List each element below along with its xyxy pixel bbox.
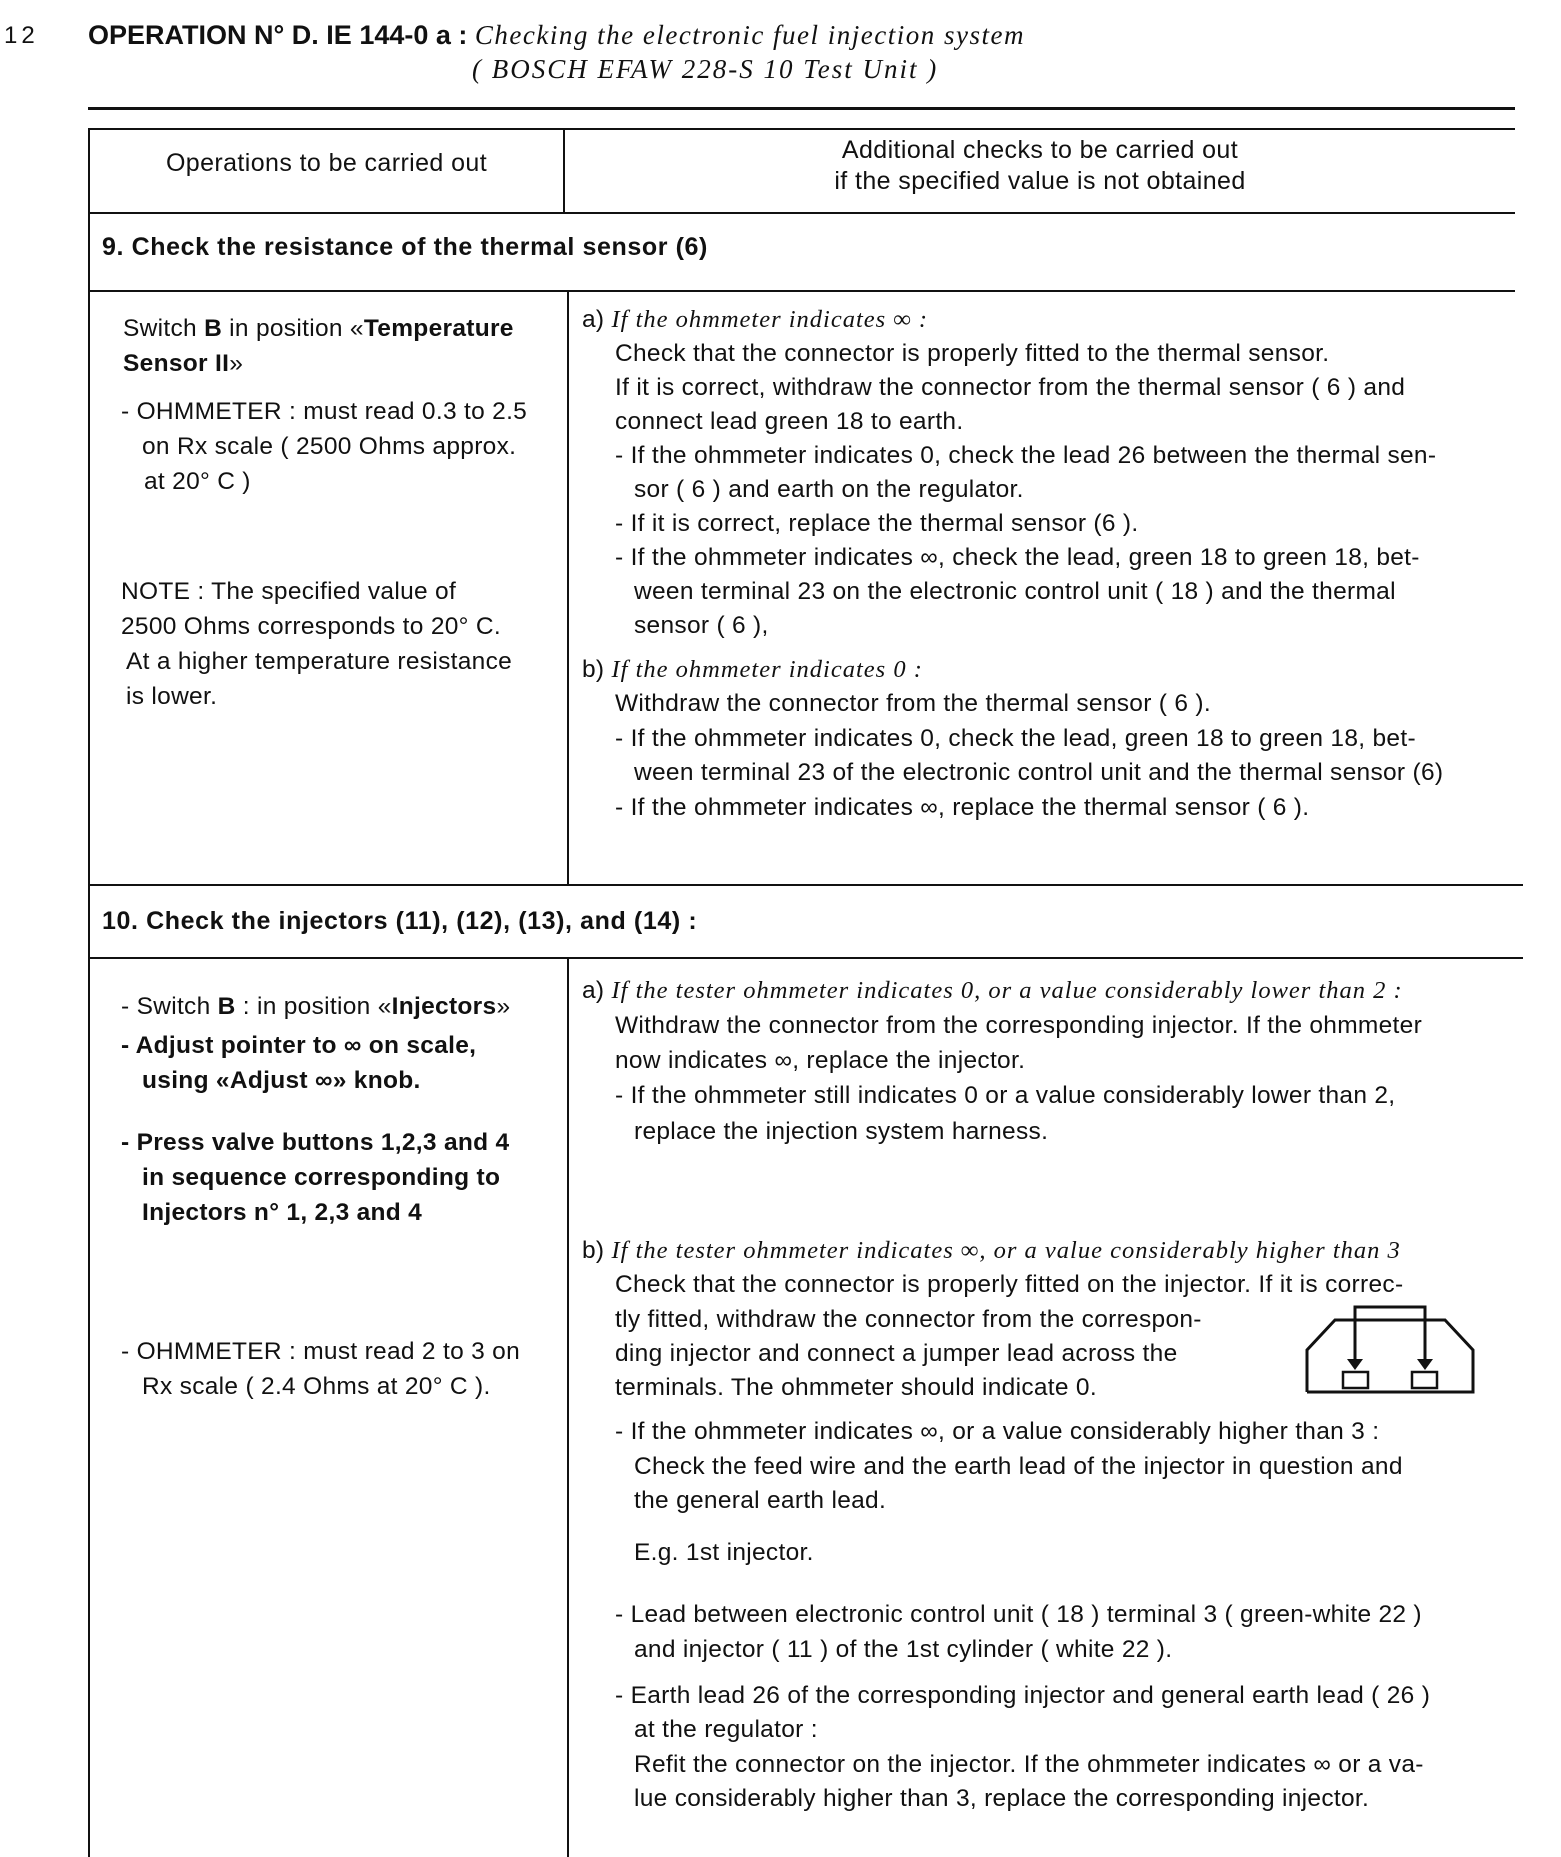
s9-r8: ween terminal 23 on the electronic control unit ( 18 ) and the thermal [634, 578, 1396, 605]
terminal-right [1412, 1372, 1437, 1388]
s10-a2: now indicates ∞, replace the injector. [615, 1047, 1026, 1074]
connector-jumper-diagram [1305, 1304, 1475, 1396]
s10-b13: Refit the connector on the injector. If the ohmmeter indicates ∞ or a va- [634, 1751, 1424, 1778]
operation-subtitle: ( BOSCH EFAW 228-S 10 Test Unit ) [472, 54, 939, 84]
s9-r6: - If it is correct, replace the thermal sensor (6 ). [615, 510, 1139, 537]
s10-press-line2: in sequence corresponding to [142, 1164, 501, 1191]
s9-r7: - If the ohmmeter indicates ∞, check the lead, green 18 to green 18, bet- [615, 544, 1420, 571]
section9-bottom-border [88, 884, 1523, 886]
jumper-arrow-right [1417, 1359, 1433, 1370]
header-additional-line2: if the specified value is not obtained [834, 167, 1246, 195]
s9-switch-line1: Switch B in position «Temperature [123, 315, 514, 342]
s10-b2: tly fitted, withdraw the connector from the correspon- [615, 1306, 1202, 1333]
s10-a3: - If the ohmmeter still indicates 0 or a value considerably lower than 2, [615, 1082, 1396, 1109]
section9-title-border [88, 290, 1515, 292]
s10-b9: - Lead between electronic control unit ( 18 ) terminal 3 ( green-white 22 ) [615, 1601, 1422, 1628]
s9-r11: - If the ohmmeter indicates 0, check the lead, green 18 to green 18, bet- [615, 725, 1416, 752]
section10-title-border [88, 957, 1523, 959]
s10-ohmmeter-line1: - OHMMETER : must read 2 to 3 on [121, 1338, 520, 1365]
section9-column-divider [567, 290, 569, 884]
jumper-arrow-left [1347, 1359, 1363, 1370]
table-top-border [88, 128, 1515, 130]
s10-b6: Check the feed wire and the earth lead of the injector in question and [634, 1453, 1403, 1480]
s10-b1: Check that the connector is properly fitted on the injector. If it is correc- [615, 1271, 1404, 1298]
s9-r4: - If the ohmmeter indicates 0, check the lead 26 between the thermal sen- [615, 442, 1437, 469]
section9-title: 9. Check the resistance of the thermal sensor (6) [102, 233, 708, 261]
top-rule [88, 107, 1515, 110]
operation-title [88, 20, 1025, 51]
s9-r1: Check that the connector is properly fitted to the thermal sensor. [615, 340, 1330, 367]
s9-r3: connect lead green 18 to earth. [615, 408, 964, 435]
header-additional-line1: Additional checks to be carried out [841, 136, 1239, 164]
s10-b12: at the regulator : [634, 1716, 818, 1743]
s9-switch-line2: Sensor II» [123, 350, 244, 377]
terminal-left [1343, 1372, 1368, 1388]
s10-b4: terminals. The ohmmeter should indicate 0. [615, 1374, 1097, 1401]
s10-b10: and injector ( 11 ) of the 1st cylinder ( white 22 ). [634, 1636, 1173, 1663]
s9-note-line4: is lower. [126, 683, 218, 710]
section10-column-divider [567, 957, 569, 1857]
s10-b11: - Earth lead 26 of the corresponding injector and general earth lead ( 26 ) [615, 1682, 1431, 1709]
s9-case-b-heading: b) If the ohmmeter indicates 0 : [582, 656, 923, 683]
s9-ohmmeter-line1: - OHMMETER : must read 0.3 to 2.5 [121, 398, 528, 425]
s10-switch-line: - Switch B : in position «Injectors» [121, 993, 511, 1020]
table-left-border [88, 128, 90, 1857]
s10-b7: the general earth lead. [634, 1487, 887, 1514]
s10-b3: ding injector and connect a jumper lead across the [615, 1340, 1178, 1367]
s10-a1: Withdraw the connector from the corresponding injector. If the ohmmeter [615, 1012, 1423, 1039]
s10-adjust-line1: - Adjust pointer to ∞ on scale, [121, 1032, 477, 1059]
s10-case-a-heading: a) If the tester ohmmeter indicates 0, or a value considerably lower than 2 : [582, 977, 1403, 1004]
s10-case-b-heading: b) If the tester ohmmeter indicates ∞, or a value considerably higher than 3 [582, 1237, 1401, 1264]
jumper-lead [1355, 1307, 1425, 1367]
s9-r12: ween terminal 23 of the electronic control unit and the thermal sensor (6) [634, 759, 1444, 786]
s9-ohmmeter-line2: on Rx scale ( 2500 Ohms approx. [142, 433, 517, 460]
s9-r10: Withdraw the connector from the thermal sensor ( 6 ). [615, 690, 1211, 717]
s10-press-line3: Injectors n° 1, 2,3 and 4 [142, 1199, 423, 1226]
s9-r9: sensor ( 6 ), [634, 612, 769, 639]
connector-outline [1307, 1320, 1473, 1392]
s10-adjust-line2: using «Adjust ∞» knob. [142, 1067, 421, 1094]
s9-r2: If it is correct, withdraw the connector from the thermal sensor ( 6 ) and [615, 374, 1406, 401]
s9-note-line2: 2500 Ohms corresponds to 20° C. [121, 613, 501, 640]
header-additional-checks [565, 135, 1515, 197]
s9-r5: sor ( 6 ) and earth on the regulator. [634, 476, 1024, 503]
s10-b5: - If the ohmmeter indicates ∞, or a value considerably higher than 3 : [615, 1418, 1380, 1445]
section10-title: 10. Check the injectors (11), (12), (13), and (14) : [102, 907, 698, 935]
header-bottom-border [88, 212, 1515, 214]
s10-b14: lue considerably higher than 3, replace the corresponding injector. [634, 1785, 1370, 1812]
s10-press-line1: - Press valve buttons 1,2,3 and 4 [121, 1129, 510, 1156]
s9-note-line1: NOTE : The specified value of [121, 578, 457, 605]
operation-description: Checking the electronic fuel injection system [474, 20, 1025, 50]
page-number: 12 [4, 22, 39, 49]
s9-r13: - If the ohmmeter indicates ∞, replace the thermal sensor ( 6 ). [615, 794, 1310, 821]
s10-a4: replace the injection system harness. [634, 1118, 1049, 1145]
s9-ohmmeter-line3: at 20° C ) [144, 468, 251, 495]
s10-b8: E.g. 1st injector. [634, 1539, 814, 1566]
s9-case-a-heading: a) If the ohmmeter indicates ∞ : [582, 306, 929, 333]
operation-code: OPERATION N° D. IE 144-0 a : [88, 20, 468, 50]
s10-ohmmeter-line2: Rx scale ( 2.4 Ohms at 20° C ). [142, 1373, 491, 1400]
header-operations: Operations to be carried out [165, 149, 488, 177]
s9-note-line3: At a higher temperature resistance [126, 648, 513, 675]
